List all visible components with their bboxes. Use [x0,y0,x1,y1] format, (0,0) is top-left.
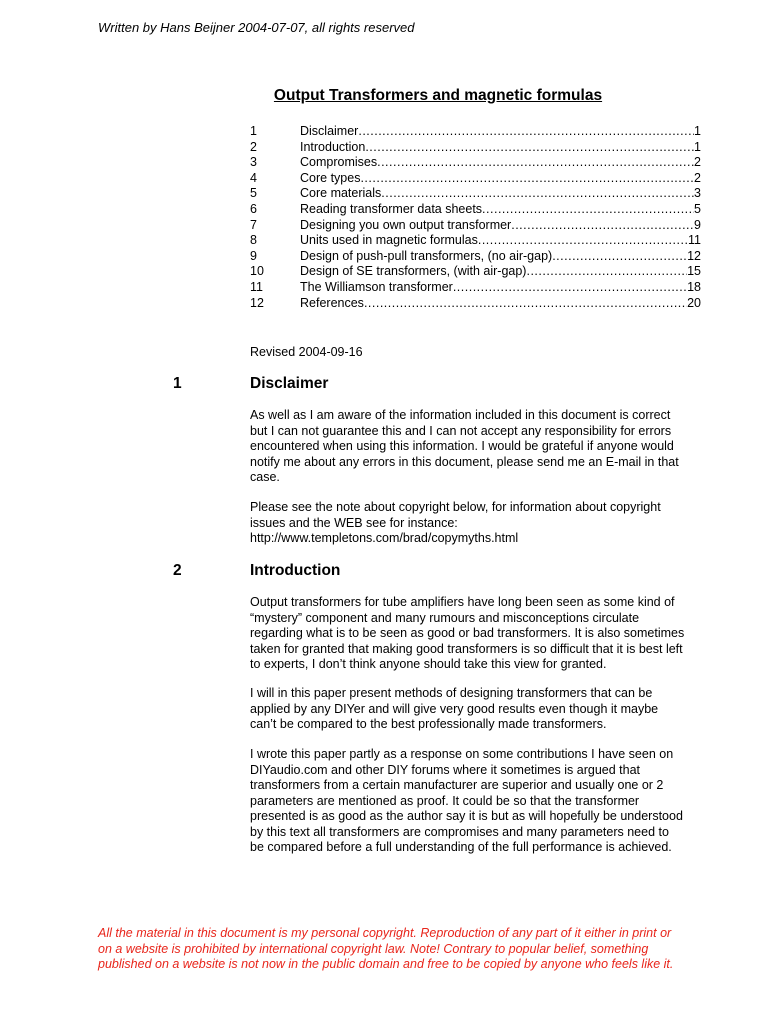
text-line: be compared before a full understanding of the full performance is achieved. [250,840,672,854]
copyright-notice [98,926,718,973]
toc-entry-number: 8 [250,233,257,248]
toc-entry-page: 18 [687,279,701,294]
section-heading: Disclaimer [250,375,329,392]
toc-entry-page: 11 [688,233,701,248]
toc-entry-number: 3 [250,155,257,170]
toc-leader-dots [526,264,687,280]
toc-leader-dots [552,249,687,265]
toc-entry[interactable] [250,249,701,265]
toc-entry-title: Designing you own output transformer [300,217,512,232]
toc-entry-number: 2 [250,139,257,154]
document-title: Output Transformers and magnetic formulas [273,87,603,104]
section-number: 2 [173,562,182,579]
toc-entry[interactable] [250,296,701,312]
text-line: parameters are mentioned as proof. It could be so that the transformer [250,793,640,808]
text-line: notify me about any errors in this document, please send me an E-mail in that [250,454,679,469]
section-heading: Introduction [250,562,341,579]
text-line: DIYaudio.com and other DIY forums where it sometimes is argued that [250,762,640,777]
text-line: transformers from a certain manufacturer are superior and usually one or 2 [250,778,664,792]
toc-entry-page: 15 [687,264,701,279]
toc-entry-title: Reading transformer data sheets [300,201,483,216]
text-line: encountered when using this information. I would be grateful if anyone would [250,439,674,453]
toc-leader-dots [511,218,694,234]
toc-entry-page: 9 [694,217,701,232]
toc-leader-dots [453,280,687,296]
toc-entry[interactable] [250,202,701,218]
text-line: Please see the note about copyright below, for information about copyright [250,500,661,514]
copyright-reference-paragraph [250,500,710,547]
text-line: on a website is prohibited by international copyright law. Note! Contrary to popular belief, something [98,941,649,956]
disclaimer-paragraph [250,408,710,486]
toc-entry-title: Units used in magnetic formulas [300,233,478,248]
text-line: I wrote this paper partly as a response on some contributions I have seen on [250,747,674,761]
copyright-myths-link[interactable]: http://www.templetons.com/brad/copymyths.html [250,531,519,545]
revision-date: Revised 2004-09-16 [250,345,363,359]
text-line: regarding what is to be seen as good or bad transformers. It is also sometimes [250,626,685,640]
toc-entry-number: 4 [250,170,257,185]
toc-entry[interactable] [250,233,701,249]
toc-entry-page: 12 [687,248,701,263]
text-line: published on a website is not now in the public domain and free to be copied by anyone who feels like it. [98,957,674,971]
toc-entry-number: 11 [250,279,263,294]
toc-leader-dots [364,296,687,312]
toc-entry-title: Introduction [300,139,366,154]
toc-entry[interactable] [250,218,701,234]
toc-entry-title: Design of SE transformers, (with air-gap) [300,264,527,279]
text-line: but I can not guarantee this and I can not accept any responsibility for errors [250,423,672,438]
toc-leader-dots [482,202,694,218]
toc-entry[interactable] [250,264,701,280]
text-line: As well as I am aware of the information included in this document is correct [250,408,671,422]
text-line: case. [250,470,280,484]
toc-entry-page: 2 [694,170,701,185]
toc-entry[interactable] [250,171,701,187]
toc-entry-title: Design of push-pull transformers, (no air-gap) [300,248,553,263]
toc-entry[interactable] [250,124,701,140]
toc-entry-page: 20 [687,295,701,310]
toc-entry-title: Compromises [300,155,378,170]
toc-entry-title: Disclaimer [300,124,359,138]
introduction-paragraph [250,686,710,733]
toc-entry[interactable] [250,140,701,156]
text-line: issues and the WEB see for instance: [250,515,458,530]
toc-entry-title: Core types [300,170,361,185]
toc-entry-page: 3 [694,186,701,201]
toc-entry-page: 1 [694,124,701,138]
toc-entry-number: 6 [250,201,257,216]
toc-entry[interactable] [250,155,701,171]
table-of-contents [250,124,701,311]
toc-entry[interactable] [250,186,701,202]
text-line: applied by any DIYer and will give very good results even though it maybe [250,701,659,716]
text-line: “mystery” component and many rumours and misconceptions circulate [250,610,640,625]
toc-entry-number: 7 [250,217,257,232]
toc-leader-dots [358,124,694,140]
toc-entry[interactable] [250,280,701,296]
toc-entry-title: Core materials [300,186,382,201]
text-line: All the material in this document is my personal copyright. Reproduction of any part of it either in print or [98,926,672,940]
toc-leader-dots [381,186,694,202]
text-line: to experts, I don’t think anyone should take this view for granted. [250,657,607,671]
toc-entry-page: 5 [694,201,701,216]
introduction-paragraph [250,747,710,856]
toc-entry-title: References [300,295,364,310]
toc-entry-number: 9 [250,248,257,263]
toc-entry-page: 1 [694,139,701,154]
text-line: Output transformers for tube amplifiers have long been seen as some kind of [250,595,675,609]
toc-entry-number: 5 [250,186,257,201]
toc-entry-number: 12 [250,295,264,310]
text-line: taken for granted that making good transformers is so difficult that it is best left [250,641,683,656]
toc-leader-dots [377,155,694,171]
section-number: 1 [173,375,182,392]
toc-entry-page: 2 [694,155,701,170]
text-line: I will in this paper present methods of designing transformers that can be [250,686,653,700]
toc-leader-dots [365,140,694,156]
introduction-paragraph [250,595,710,673]
toc-entry-title: The Williamson transformer [300,279,453,294]
text-line: by this text all transformers are compromises and many parameters need to [250,824,669,839]
text-line: can’t be compared to the best professionally made transformers. [250,717,607,731]
text-line: presented is as good as the author say it is but as will hopefully be understood [250,809,683,823]
toc-leader-dots [478,233,688,249]
toc-entry-number: 10 [250,264,264,279]
toc-leader-dots [360,171,694,187]
toc-entry-number: 1 [250,124,257,138]
header-note: Written by Hans Beijner 2004-07-07, all rights reserved [98,20,415,35]
